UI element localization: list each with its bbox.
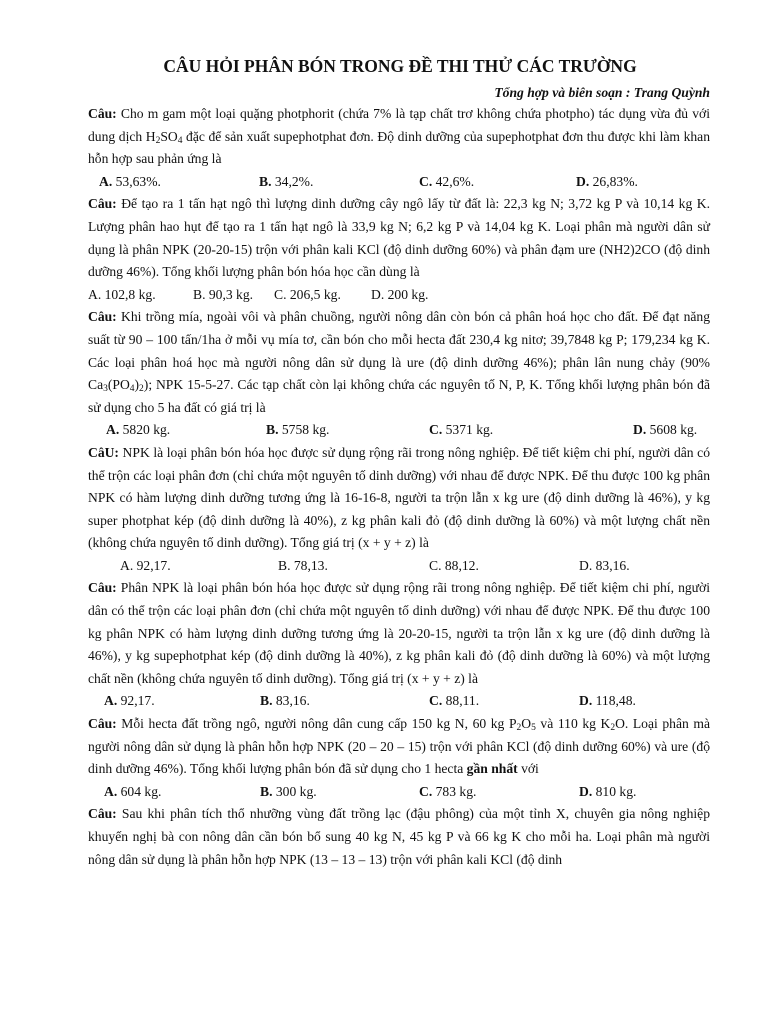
- option-key: D.: [579, 557, 593, 573]
- answer-option: [429, 555, 479, 578]
- option-value: 5758 kg.: [278, 422, 330, 438]
- answer-option: [120, 555, 171, 578]
- option-key: B.: [259, 173, 272, 189]
- option-key: B.: [278, 557, 291, 573]
- answer-option: [104, 690, 155, 713]
- answer-option: [419, 781, 476, 804]
- option-key: D.: [579, 693, 593, 709]
- option-key: D.: [576, 173, 590, 189]
- question-text: [88, 713, 710, 781]
- option-key: C.: [429, 557, 442, 573]
- question-label: CâU:: [88, 444, 119, 460]
- option-key: A.: [88, 286, 102, 302]
- option-value: 88,12.: [441, 557, 479, 573]
- answer-option: [106, 419, 170, 442]
- question-body: NPK là loại phân bón hóa học được sử dụng rộng rãi trong nông nghiệp. Để tiết kiệm chi phí, người dân có thể trộn các loại phân đơn (chỉ chứa một nguyên tố dinh dưỡng) với nhau để được NPK. Để thu được 100 kg phân NPK có hàm lượng dinh dưỡng tương ứng là 16-16-8, người ta trộn lẫn x kg ure (độ dinh dưỡng là 46%), y kg super photphat kép (độ dinh dưỡng là 40%), z kg phân kali đỏ (độ dinh dưỡng là 60%) và một lượng chất nền (không chứa nguyên tố dinh dưỡng). Tổng giá trị (x + y + z) là: [88, 444, 710, 551]
- option-value: 92,17.: [117, 693, 155, 709]
- answer-option: [579, 555, 630, 578]
- answer-option: [99, 171, 161, 194]
- option-value: 206,5 kg.: [286, 286, 341, 302]
- option-value: 83,16.: [592, 557, 630, 573]
- answer-option: [259, 171, 313, 194]
- question-body: Mỗi hecta đất trồng ngô, người nông dân cung cấp 150 kg N, 60 kg $P_2O_5$ và 110 kg $K_2O$. Loại phân mà người nông dân sử dụng là phân hỗn hợp NPK (20 – 20 – 15) trộn với phân KCl (độ dinh dưỡng 60%) và ure (độ dinh dưỡng 46%). Tổng khối lượng phân bón đã sử dụng cho 1 hecta gần nhất với: [88, 716, 710, 777]
- question-label: Câu:: [88, 580, 117, 596]
- option-key: C.: [419, 783, 433, 799]
- answer-option: [260, 781, 317, 804]
- option-key: C.: [429, 693, 443, 709]
- option-value: 78,13.: [290, 557, 328, 573]
- question-body: Phân NPK là loại phân bón hóa học được sử dụng rộng rãi trong nông nghiệp. Để tiết kiệm chi phí, người dân có thể trộn các loại phân đơn (chỉ chứa một nguyên tố dinh dưỡng) với nhau để được NPK. Để thu được 100 kg phân NPK có hàm lượng dinh dưỡng tương ứng là 20-20-15, người ta trộn lẫn x kg ure (độ dinh dưỡng là 46%), y kg supephotphat kép (độ dinh dưỡng là 40%), z kg phân kali đỏ (độ dinh dưỡng là 60%) và một lượng chất nền (không chứa nguyên tố dinh dưỡng). Tổng giá trị (x + y + z) là: [88, 580, 710, 686]
- option-key: C.: [274, 286, 287, 302]
- question-label: Câu:: [88, 196, 117, 212]
- answer-options: [88, 555, 710, 578]
- answer-options: [88, 284, 710, 307]
- option-key: B.: [260, 693, 273, 709]
- answer-option: [579, 690, 636, 713]
- option-value: 102,8 kg.: [101, 286, 156, 302]
- answer-option: [274, 284, 341, 307]
- question-label: Câu:: [88, 309, 117, 325]
- option-key: A.: [104, 783, 118, 799]
- answer-option: [193, 284, 253, 307]
- option-key: A.: [104, 693, 118, 709]
- answer-option: [278, 555, 328, 578]
- question-body: Cho m gam một loại quặng photphorit (chứa 7% là tạp chất trơ không chứa photpho) tác dụng vừa đủ với dung dịch $H_2SO_4$ đặc để sản xuất supephotphat đơn. Độ dinh dưỡng của supephotphat đơn thu được khi làm khan hỗn hợp sau phản ứng là: [88, 106, 710, 167]
- question-body: Sau khi phân tích thổ nhưỡng vùng đất trồng lạc (đậu phông) của một tỉnh X, chuyên gia nông nghiệp khuyến nghị bà con nông dân cần bón bổ sung 40 kg N, 45 kg P và 66 kg K cho mỗi ha. Loại phân mà người nông dân sử dụng là phân hỗn hợp NPK (13 – 13 – 13) trộn với phân kali KCl (độ dinh: [88, 806, 710, 867]
- question-text: [88, 306, 710, 419]
- option-key: D.: [371, 286, 385, 302]
- option-value: 810 kg.: [592, 783, 637, 799]
- question-text: [88, 442, 710, 555]
- answer-option: [266, 419, 329, 442]
- answer-option: [104, 781, 161, 804]
- option-value: 604 kg.: [117, 783, 162, 799]
- option-key: A.: [120, 557, 134, 573]
- question-label: Câu:: [88, 806, 117, 822]
- option-value: 83,16.: [272, 693, 310, 709]
- option-value: 88,11.: [442, 693, 480, 709]
- option-key: C.: [429, 422, 443, 438]
- page-title: CÂU HỎI PHÂN BÓN TRONG ĐỀ THI THỬ CÁC TRƯỜNG: [163, 56, 637, 76]
- option-key: D.: [633, 422, 647, 438]
- option-value: 5820 kg.: [119, 422, 171, 438]
- question-label: Câu:: [88, 716, 117, 732]
- option-key: C.: [419, 173, 433, 189]
- answer-option: [371, 284, 428, 307]
- option-key: D.: [579, 783, 593, 799]
- question-text: [88, 103, 710, 171]
- answer-option: [429, 419, 493, 442]
- option-value: 783 kg.: [432, 783, 477, 799]
- option-value: 5608 kg.: [646, 422, 698, 438]
- answer-option: [579, 781, 636, 804]
- option-key: B.: [266, 422, 279, 438]
- answer-option: [576, 171, 638, 194]
- question-list: [88, 103, 710, 871]
- option-key: B.: [193, 286, 206, 302]
- answer-options: [88, 690, 710, 713]
- question-text: [88, 577, 710, 690]
- answer-option: [419, 171, 474, 194]
- question-body: Khi trồng mía, ngoài vôi và phân chuồng, người nông dân còn bón cả phân hoá học cho đất. Để đạt năng suất từ 90 – 100 tấn/1ha ở mỗi vụ mía tơ, cần bón cho mỗi hecta đất 230,4 kg nitơ; 39,7848 kg P; 179,234 kg K. Các loại phân hoá học mà người nông dân sử dụng là ure (độ dinh dưỡng 46%); phân lân nung chảy (90% $Ca_3(PO_4)_2$); NPK 15-5-27. Các tạp chất còn lại không chứa các nguyên tố N, P, K. Tổng khối lượng phân bón đã sử dụng cho 5 ha đất có giá trị là: [88, 309, 710, 415]
- question-text: [88, 193, 710, 283]
- option-key: B.: [260, 783, 273, 799]
- option-value: 92,17.: [133, 557, 171, 573]
- question-label: Câu:: [88, 106, 117, 121]
- answer-option: [429, 690, 479, 713]
- author-credit: Tổng hợp và biên soạn : Trang Quỳnh: [494, 85, 710, 100]
- option-value: 5371 kg.: [442, 422, 494, 438]
- answer-option: [260, 690, 310, 713]
- option-value: 300 kg.: [272, 783, 317, 799]
- option-value: 200 kg.: [384, 286, 429, 302]
- question-text: [88, 803, 710, 871]
- option-value: 90,3 kg.: [205, 286, 254, 302]
- option-key: A.: [99, 173, 113, 189]
- answer-options: [88, 171, 710, 194]
- option-value: 42,6%.: [432, 173, 475, 189]
- option-value: 118,48.: [592, 693, 636, 709]
- answer-options: [88, 781, 710, 804]
- option-value: 53,63%.: [112, 173, 161, 189]
- answer-option: [633, 419, 697, 442]
- option-value: 34,2%.: [271, 173, 314, 189]
- question-body: Để tạo ra 1 tấn hạt ngô thì lượng dinh dưỡng cây ngô lấy từ đất là: 22,3 kg N; 3,72 kg P và 10,14 kg K. Lượng phân hao hụt để tạo ra 1 tấn hạt ngô là 33,9 kg N; 6,2 kg P và 14,04 kg K. Loại phân mà người dân sử dụng là phân NPK (20-20-15) trộn với phân kali KCl (độ dinh dưỡng 60%) và phân đạm ure (NH2)2CO (độ dinh dưỡng 46%). Tổng khối lượng phân bón hóa học cần dùng là: [88, 196, 710, 280]
- option-key: A.: [106, 422, 120, 438]
- option-value: 26,83%.: [589, 173, 638, 189]
- answer-options: [88, 419, 710, 442]
- answer-option: [88, 284, 156, 307]
